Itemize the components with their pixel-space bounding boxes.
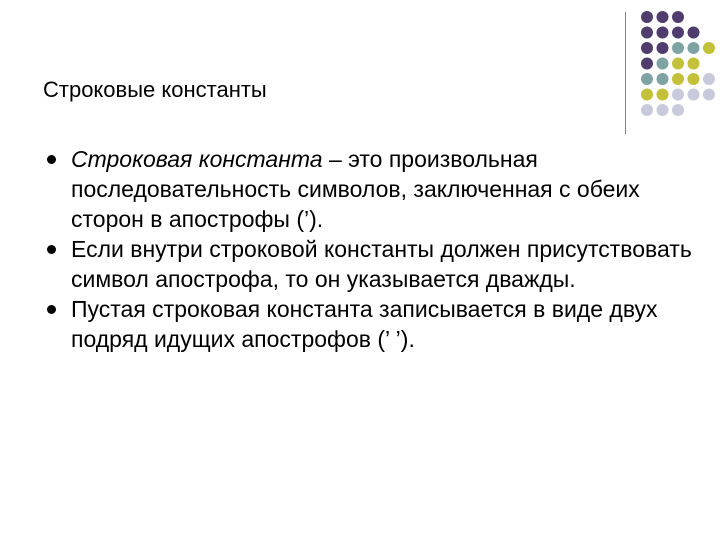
decorative-dot bbox=[703, 89, 715, 101]
decorative-dot bbox=[641, 11, 653, 23]
decorative-dot bbox=[641, 27, 653, 39]
bullet-text: Пустая строковая константа записывается в виде двух подряд идущих апострофов (’ ’). bbox=[71, 296, 658, 352]
decorative-dot bbox=[672, 27, 684, 39]
decorative-dot bbox=[641, 42, 653, 54]
decorative-dot bbox=[672, 73, 684, 85]
decorative-dot bbox=[657, 27, 669, 39]
decorative-dot bbox=[688, 27, 700, 39]
decorative-dot bbox=[672, 11, 684, 23]
bullet-item-1 bbox=[44, 144, 704, 234]
decorative-dot bbox=[672, 104, 684, 116]
decorative-dot bbox=[688, 58, 700, 70]
decorative-dot bbox=[641, 89, 653, 101]
decorative-dot bbox=[672, 42, 684, 54]
bullet-item-2 bbox=[44, 234, 704, 294]
decorative-dot-grid bbox=[640, 10, 720, 120]
decorative-dot bbox=[688, 89, 700, 101]
decorative-dot bbox=[657, 73, 669, 85]
bullet-list bbox=[44, 144, 704, 354]
decorative-dot bbox=[688, 42, 700, 54]
decorative-dot bbox=[641, 58, 653, 70]
decorative-dot bbox=[703, 73, 715, 85]
decorative-dot bbox=[641, 104, 653, 116]
bullet-dot-icon bbox=[47, 305, 56, 314]
decorative-dot bbox=[641, 73, 653, 85]
decorative-dot bbox=[657, 89, 669, 101]
bullet-dot-icon bbox=[47, 155, 56, 164]
bullet-dot-icon bbox=[47, 245, 56, 254]
decorative-dot bbox=[688, 73, 700, 85]
slide-title: Строковые константы bbox=[43, 77, 267, 102]
decorative-dot bbox=[657, 11, 669, 23]
decorative-dot bbox=[672, 58, 684, 70]
decorative-dot bbox=[657, 42, 669, 54]
bullet-text: Если внутри строковой константы должен присутствовать символ апострофа, то он указывается дважды. bbox=[71, 236, 692, 292]
bullet-item-3 bbox=[44, 294, 704, 354]
bullet-term: Строковая константа bbox=[71, 146, 323, 172]
bullet-text: – это произвольная последовательность символов, заключенная с обеих сторон в апострофы (’). bbox=[71, 146, 640, 232]
decorative-dot bbox=[672, 89, 684, 101]
decorative-dot bbox=[657, 104, 669, 116]
vertical-divider bbox=[625, 12, 626, 134]
decorative-dot bbox=[703, 42, 715, 54]
decorative-dot bbox=[657, 58, 669, 70]
